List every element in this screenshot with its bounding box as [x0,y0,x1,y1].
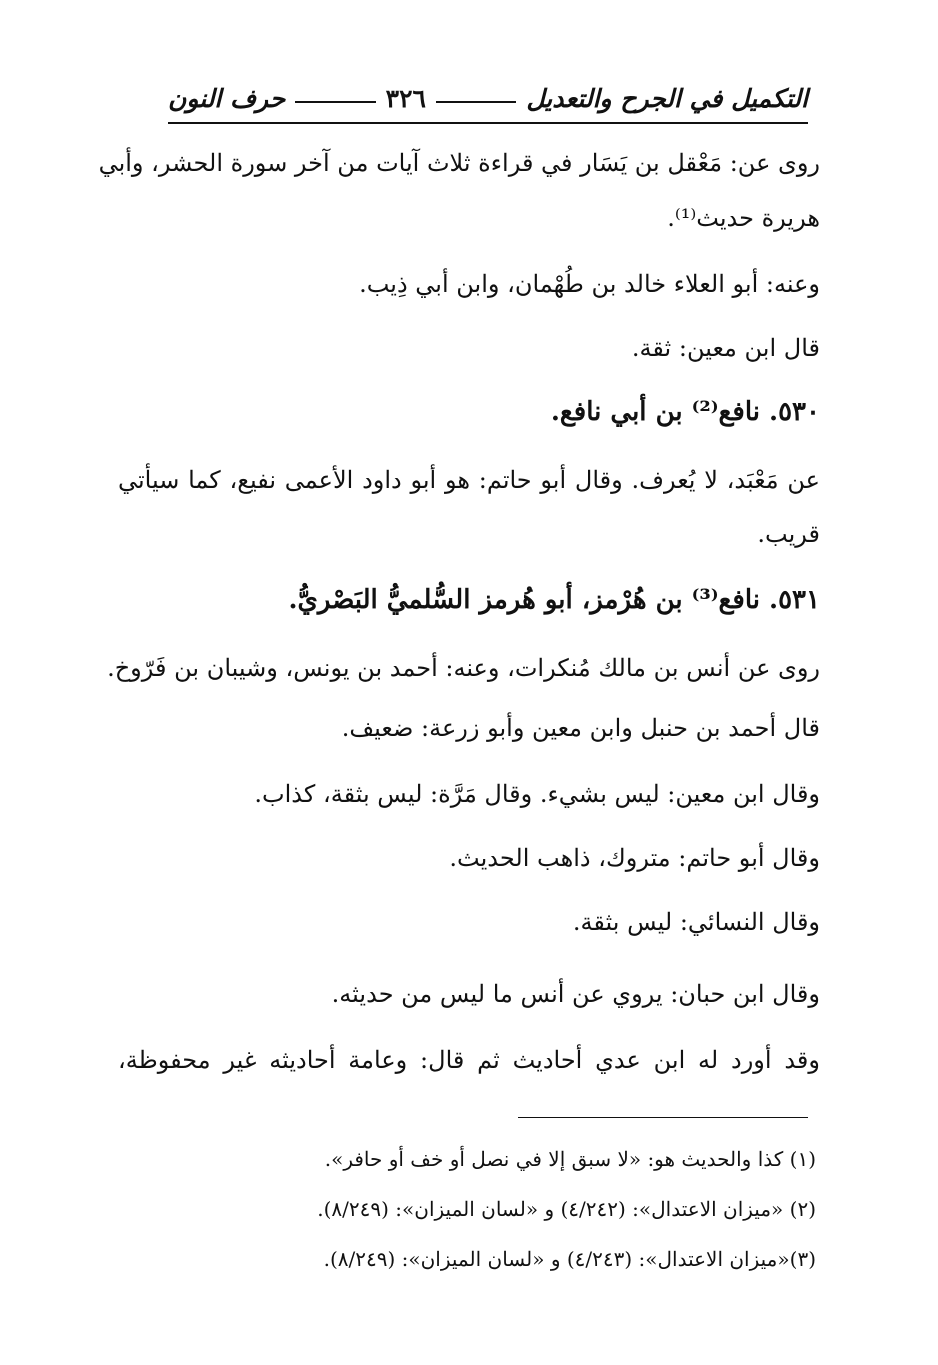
header-dash [436,101,516,103]
body-line: وقال ابن حبان: يروي عن أنس ما ليس من حديثه. [331,980,820,1008]
body-line: عن مَعْبَد، لا يُعرف. وقال أبو حاتم: هو أبو داود الأعمى نفيع، كما سيأتي [118,466,820,494]
body-line: وقد أورد له ابن عدي أحاديث ثم قال: وعامة أحاديثه غير محفوظة، [118,1046,820,1074]
body-line: وقال أبو حاتم: متروك، ذاهب الحديث. [449,844,820,872]
footnote-3: (٣)«ميزان الاعتدال»: (٤/٢٤٣) و «لسان الميزان»: (٨/٢٤٩). [323,1247,816,1271]
body-line: هريرة حديث⁽¹⁾. [667,204,820,232]
footnote-1: (١) كذا والحديث هو: «لا سبق إلا في نصل أو خف أو حافر». [324,1147,816,1171]
running-header [168,78,808,124]
body-line: وقال ابن معين: ليس بشيء. وقال مَرَّة: ليس بثقة، كذاب. [254,780,820,808]
body-line: وعنه: أبو العلاء خالد بن طُهْمان، وابن أبي ذِيب. [359,270,820,298]
body-line: قريب. [757,520,820,548]
entry-heading-531: ٥٣١. نافع⁽³⁾ بن هُرْمز، أبو هُرمز السُّلميُّ البَصْريُّ. [288,585,820,615]
body-line: قال أحمد بن حنبل وابن معين وأبو زرعة: ضعيف. [341,714,820,742]
body-line: روى عن: مَعْقل بن يَسَار في قراءة ثلاث آيات من آخر سورة الحشر، وأبي [98,149,820,177]
body-line: روى عن أنس بن مالك مُنكرات، وعنه: أحمد بن يونس، وشيبان بن فَرّوخ. [107,654,820,682]
footnote-separator [518,1117,808,1118]
entry-heading-530: ٥٣٠. نافع⁽²⁾ بن أبي نافع. [550,397,820,427]
header-book-title: التكميل في الجرح والتعديل [526,83,808,113]
header-dash [295,101,375,103]
body-line: قال ابن معين: ثقة. [631,334,820,362]
footnote-2: (٢) «ميزان الاعتدال»: (٤/٢٤٢) و «لسان الميزان»: (٨/٢٤٩). [317,1197,816,1221]
header-page-number: ٣٢٦ [385,83,426,113]
header-section: حرف النون [168,83,286,113]
body-line: وقال النسائي: ليس بثقة. [572,908,820,936]
